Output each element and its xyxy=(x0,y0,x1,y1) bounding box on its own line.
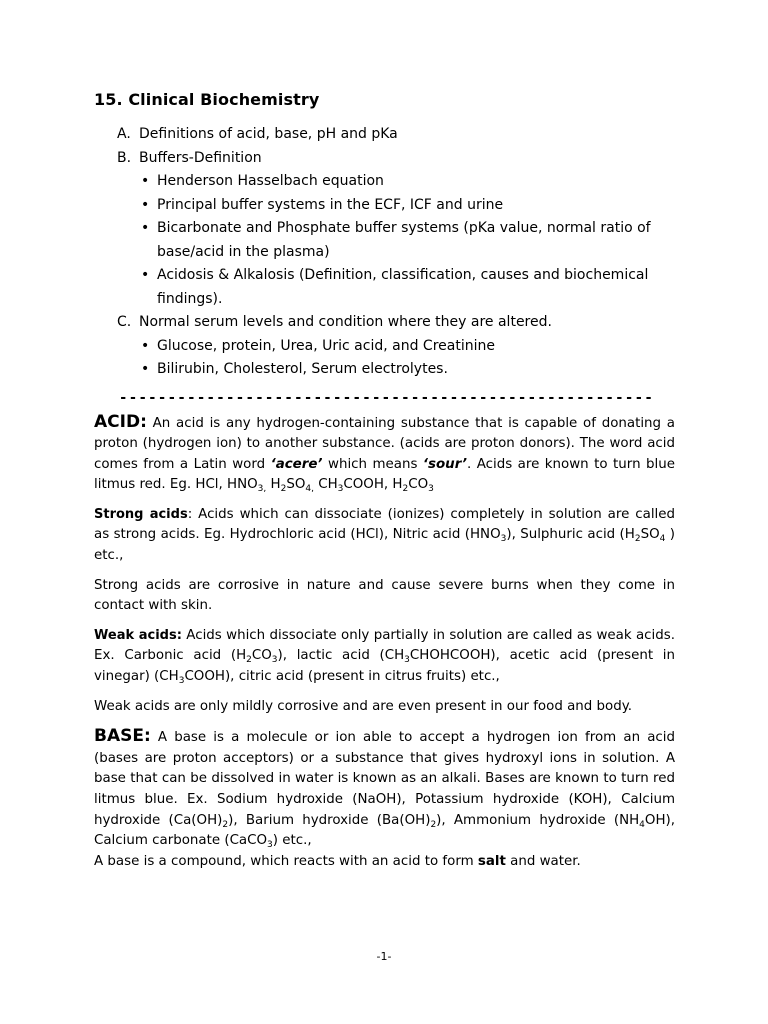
subscript: 3 xyxy=(500,534,507,545)
subscript: 2 xyxy=(246,655,252,666)
subscript: 3 xyxy=(337,484,344,495)
text-run: CH xyxy=(313,477,338,493)
outline-item-c xyxy=(94,311,675,335)
bullet-item xyxy=(94,170,675,194)
bullet-icon: • xyxy=(141,173,150,189)
text-run: CHOHCOOH), acetic acid (present in vinegar) (CH xyxy=(94,648,675,685)
bullet-text: Bicarbonate and Phosphate buffer systems (pKa value, normal ratio of base/acid in the plasma) xyxy=(157,220,651,260)
text-run: OH), Calcium carbonate (CaCO xyxy=(94,812,675,849)
text-run: SO xyxy=(640,527,660,543)
sour-word: ‘sour’ xyxy=(422,456,467,472)
weak-acids-note: Weak acids are only mildly corrosive and are even present in our food and body. xyxy=(94,698,632,714)
outline-marker: C. xyxy=(117,314,132,330)
salt-word: salt xyxy=(477,853,506,869)
bullet-icon: • xyxy=(141,220,150,236)
bullet-icon: • xyxy=(141,196,150,213)
subscript: 2 xyxy=(402,484,409,495)
base-definition xyxy=(94,726,675,852)
strong-acids-paragraph xyxy=(94,505,675,567)
dashed-divider: ------------------------------------------------------- xyxy=(119,389,655,406)
subscript: 4 xyxy=(639,819,645,830)
base-salt-sentence xyxy=(94,852,675,873)
bullet-text: Bilirubin, Cholesterol, Serum electrolytes. xyxy=(157,361,448,377)
bullet-item xyxy=(94,217,675,264)
text-run: Acids which dissociate only partially in solution are called as weak acids. Ex. Carbonic acid (H xyxy=(94,627,675,664)
outline-text: Normal serum levels and condition where they are altered. xyxy=(139,314,552,330)
document-page xyxy=(94,90,675,881)
outline-marker: A. xyxy=(117,126,131,142)
page-number: -1- xyxy=(376,950,392,963)
text-run: A base is a compound, which reacts with an acid to form xyxy=(94,853,478,869)
acid-definition xyxy=(94,412,675,496)
text-run: ), Ammonium hydroxide (NH xyxy=(436,812,640,828)
syllabus-outline xyxy=(94,123,675,382)
subscript: 2 xyxy=(634,534,641,545)
bullet-icon: • xyxy=(141,337,150,354)
text-run: ), lactic acid (CH xyxy=(277,648,405,664)
text-run: : Acids which can dissociate (ionizes) completely in solution are called as strong acids. Eg. Hydrochloric acid (HCl), Nitric acid (HNO xyxy=(94,506,676,543)
subscript: 3 xyxy=(271,655,278,666)
text-run: CO xyxy=(251,648,272,664)
strong-acids-note: Strong acids are corrosive in nature and cause severe burns when they come in contact with skin. xyxy=(94,577,675,614)
bullet-icon: • xyxy=(141,361,150,377)
subscript: 4 xyxy=(659,534,666,545)
text-run: ) etc., xyxy=(94,527,675,564)
bullet-icon: • xyxy=(141,267,150,283)
text-run: H xyxy=(266,477,281,493)
subscript: 2 xyxy=(222,819,229,830)
bullet-item xyxy=(94,358,675,382)
subscript: 2 xyxy=(430,819,437,830)
subscript: 3 xyxy=(178,676,185,687)
bullet-item xyxy=(94,335,675,359)
text-run: An acid is any hydrogen-containing substance that is capable of donating a proton (hydrogen ion) to another substance. (acids are proton donors). The word acid comes from a Latin word xyxy=(94,415,675,472)
text-run: COOH), citric acid (present in citrus fruits) etc., xyxy=(184,669,500,685)
outline-text: Definitions of acid, base, pH and pKa xyxy=(139,126,398,142)
bullet-text: Henderson Hasselbach equation xyxy=(157,173,384,189)
subscript: 2 xyxy=(280,484,287,495)
latin-word: ‘acere’ xyxy=(270,456,323,472)
subscript: 3, xyxy=(257,484,267,495)
text-run: ) etc., xyxy=(272,833,312,849)
text-run: which means xyxy=(322,456,423,472)
strong-acids-term: Strong acids xyxy=(94,506,188,522)
section-heading: 15. Clinical Biochemistry xyxy=(94,90,320,109)
subscript: 3 xyxy=(267,840,273,851)
text-run: SO xyxy=(286,477,306,493)
text-run: COOH, H xyxy=(343,477,403,493)
subscript: 4, xyxy=(305,484,314,495)
text-run: and water. xyxy=(505,853,581,869)
weak-acids-paragraph xyxy=(94,626,675,688)
outline-marker: B. xyxy=(117,149,132,166)
subscript: 3 xyxy=(404,655,410,666)
bullet-text: Glucose, protein, Urea, Uric acid, and Creatinine xyxy=(157,337,495,354)
weak-acids-term: Weak acids: xyxy=(94,627,182,643)
text-run: CO xyxy=(408,477,429,493)
text-run: ), Barium hydroxide (Ba(OH) xyxy=(228,812,431,828)
outline-item-b xyxy=(94,147,675,171)
bullet-item xyxy=(94,264,675,311)
bullet-text: Acidosis & Alkalosis (Definition, classification, causes and biochemical findings). xyxy=(157,267,649,307)
text-run: . Acids are known to turn blue litmus red. Eg. HCl, HNO xyxy=(94,456,675,493)
outline-text: Buffers-Definition xyxy=(139,149,262,166)
text-run: A base is a molecule or ion able to accept a hydrogen ion from an acid (bases are proton acceptors) or a substance that gives hydroxyl ions in solution. A base that can be dissolved in water is known as an alkali. Bases are known to turn red litmus blue. Ex. Sodium hydroxide (NaOH), Potassium hydroxide (KOH), Calcium hydroxide (Ca(OH) xyxy=(94,730,675,828)
bullet-item xyxy=(94,194,675,218)
text-run: ), Sulphuric acid (H xyxy=(506,527,635,543)
bullet-text: Principal buffer systems in the ECF, ICF and urine xyxy=(157,196,504,213)
acid-term: ACID: xyxy=(94,411,147,432)
outline-item-a xyxy=(94,123,675,147)
subscript: 3 xyxy=(428,484,434,495)
base-term: BASE: xyxy=(94,726,151,747)
